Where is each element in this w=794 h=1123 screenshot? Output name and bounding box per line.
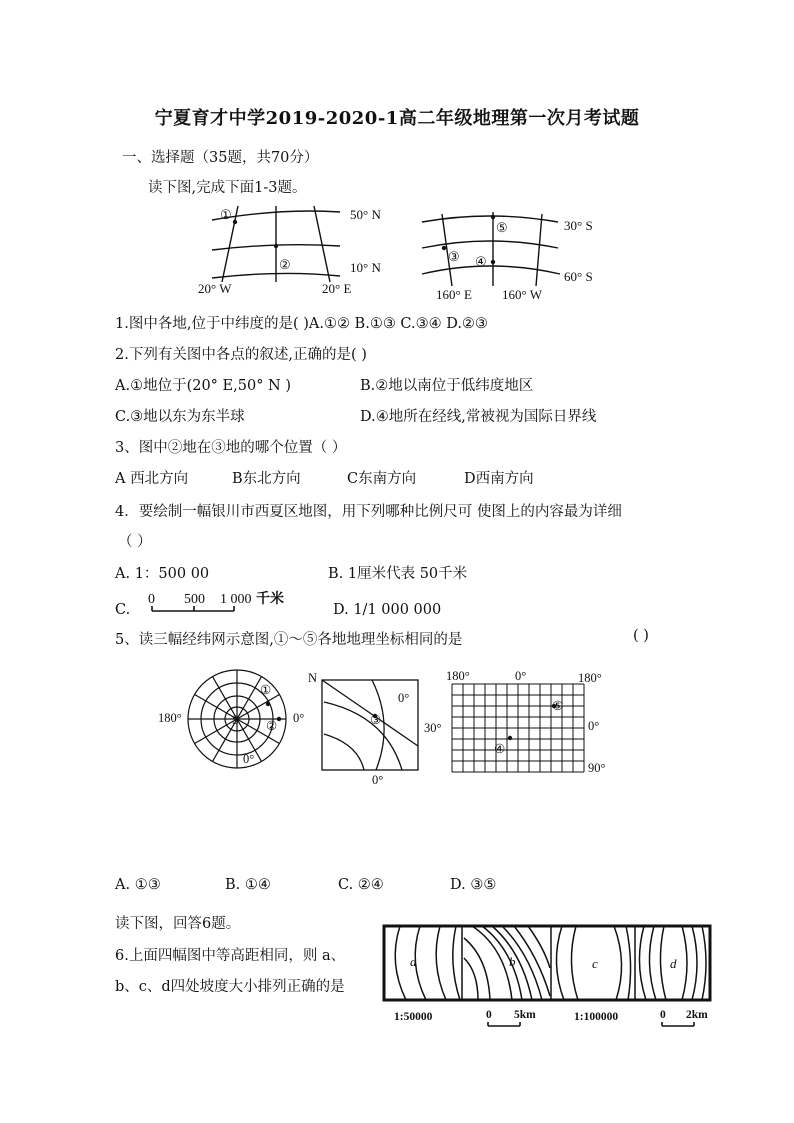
point-4-dot [491,260,495,264]
left-meridian-20e [314,206,330,282]
quad-0-bottom-label: 0° [372,773,384,787]
q5-option-a: A. ①③ [115,877,161,893]
contour-label-c: c [592,956,598,971]
scale-a-label: 1:50000 [394,1011,433,1023]
polar-0-right-label: 0° [293,711,305,725]
scale-c-label: 1:100000 [574,1011,619,1023]
grid-label-4: ④ [494,742,506,756]
intro-q1-3: 读下图,完成下面1-3题。 [148,180,307,196]
lon-160w-label: 160° W [502,287,542,302]
scale-d-km: 2km [686,1009,708,1021]
lat-30s-label: 30° S [564,218,593,233]
scale-b-zero: 0 [486,1009,492,1021]
q3-option-b: B东北方向 [232,471,301,487]
polar-180-label: 180° [158,711,182,725]
point-1-dot [233,220,237,224]
rect-graticule [452,684,584,772]
q4-option-c: C. [115,602,131,618]
lat-10n-label: 10° N [350,260,381,275]
scale-tick-1000: 1 000 [220,592,252,607]
lon-20w-label: 20° W [198,281,232,296]
polar-point-2-dot [277,717,281,721]
scale-unit: 千米 [256,591,284,607]
q2-option-d: D.④地所在经线,常被视为国际日界线 [360,409,597,425]
grid-0-top-label: 0° [515,669,527,683]
fig1-label-3: ③ [448,249,460,264]
q4-option-d: D. 1/1 000 000 [333,602,442,618]
q5-option-c: C. ②④ [338,877,384,893]
quad-n-label: N [308,671,318,685]
point-3-dot [442,246,446,250]
quad-label-3: ③ [370,713,382,727]
question-5-paren: ( ) [633,628,649,644]
question-2: 2.下列有关图中各点的叙述,正确的是( ) [115,347,367,363]
polar-label-1: ① [260,683,272,697]
q2-option-c: C.③地以东为东半球 [115,409,245,425]
scale-tick-0: 0 [148,592,155,607]
quad-0-top-label: 0° [398,691,410,705]
polar-center-label: S [232,713,239,727]
polar-point-1-dot [266,702,270,706]
grid-90-label: 90° [588,761,606,775]
question-4-paren: （ ） [118,534,152,550]
figure-3-contours [378,918,718,1030]
intro-q6: 读下图，回答6题。 [115,916,241,932]
lat-50n-label: 50° N [350,207,381,222]
lon-160e-label: 160° E [436,287,472,302]
lon-20e-label: 20° E [322,281,352,296]
grid-point-4-dot [508,736,512,740]
right-parallel-60s [422,266,560,274]
grid-180-right-label: 180° [578,671,602,685]
lat-60s-label: 60° S [564,269,593,284]
polar-0-bottom-label: 0° [243,752,255,766]
right-meridian-160w [536,214,542,286]
polar-label-2: ② [266,719,278,733]
grid-180-left-label: 180° [446,669,470,683]
scale-tick-500: 500 [184,592,205,607]
contour-label-b: b [509,954,516,969]
question-4: 4．要绘制一幅银川市西夏区地图，用下列哪种比例尺可 使图上的内容最为详细 [115,504,622,520]
exam-title: 宁夏育才中学2019-2020-1高二年级地理第一次月考试题 [154,108,640,129]
fig1-label-5: ⑤ [496,220,508,235]
q2-option-a: A.①地位于(20° E,50° N ) [115,378,292,394]
question-6-line-1: 6.上面四幅图中等高距相同，则 a、 [115,948,346,964]
q3-option-c: C东南方向 [347,471,417,487]
grid-0-right-label: 0° [588,719,600,733]
figure-2-graticules [150,662,620,790]
scale-d-zero: 0 [660,1009,666,1021]
q4-option-a: A. 1：500 00 [115,566,210,582]
fig1-label-4: ④ [475,254,487,269]
quad-30-label: 30° [424,721,442,735]
fig1-label-2: ② [279,257,291,272]
q4-option-c-scale-bar [138,589,298,617]
grid-label-5: ⑤ [552,699,564,713]
q5-option-d: D. ③⑤ [450,877,497,893]
question-5: 5、读三幅经纬网示意图,①～⑤各地地理坐标相同的是 [115,632,463,648]
question-6-line-2: b、c、d四处坡度大小排列正确的是 [115,979,345,995]
q3-option-d: D西南方向 [464,471,534,487]
q5-option-b: B. ①④ [225,877,271,893]
section-heading: 一、选择题（35题，共70分） [122,150,319,166]
figure-1-graticule [190,200,620,304]
point-2-dot [274,244,278,248]
q2-option-b: B.②地以南位于低纬度地区 [360,378,534,394]
contour-label-d: d [670,956,677,971]
q3-option-a: A 西北方向 [115,471,189,487]
contour-label-a: a [410,954,417,969]
question-1: 1.图中各地,位于中纬度的是( )A.①② B.①③ C.③④ D.②③ [115,316,488,332]
fig1-label-1: ① [220,207,232,222]
point-5-dot [491,215,495,219]
scale-b-km: 5km [514,1009,536,1021]
q4-option-b: B. 1厘米代表 50千米 [328,566,468,582]
question-3: 3、图中②地在③地的哪个位置（ ） [115,440,347,456]
